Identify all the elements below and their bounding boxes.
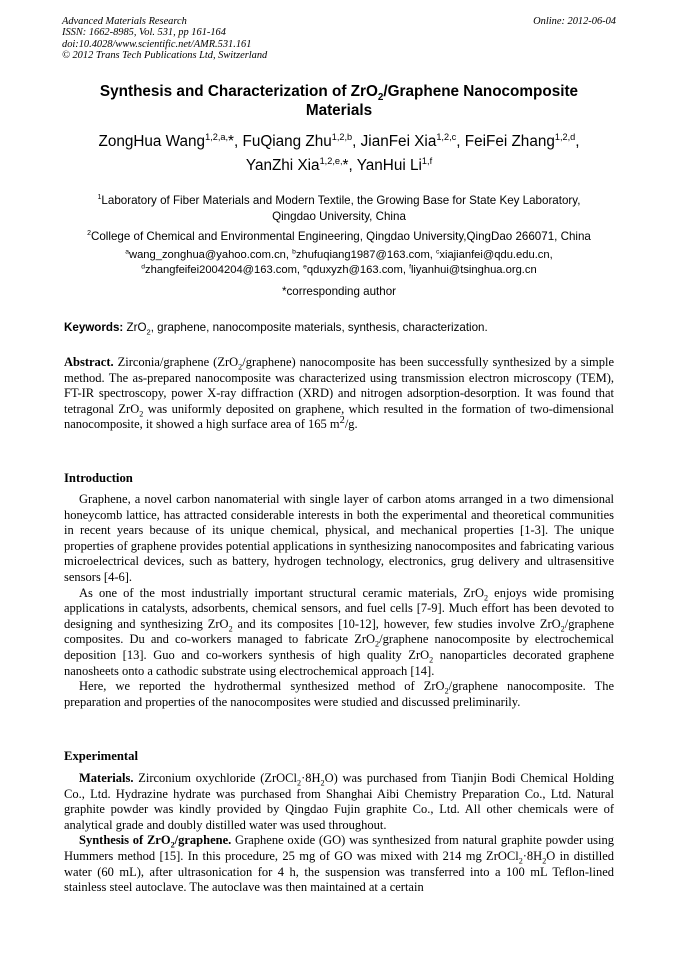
corresponding-author-note: *corresponding author (281, 285, 397, 298)
author-emails: $^a$wang_zonghua@yahoo.com.cn, $^b$zhufuqiang1987@163.com, $^c$xiajianfei@qdu.edu.cn, $^d$zhangfeifei2004204@163.com, $^e$qduxyzh@163.com, $^f$liyanhui@tsinghua.org.cn (125, 248, 553, 276)
author-name: YanHui Li (356, 157, 422, 174)
abstract: Abstract. Zirconia/graphene (ZrO$_2$/graphene) nanocomposite has been successfully synthesized by a simple method. The as-prepared nanocomposite was characterized using transmission electron microscopy (TEM), FT-IR spectroscopy, power X-ray diffraction (XRD) and nitrogen adsorption-desorption. It was found that tetragonal ZrO$_2$ was uniformly deposited on graphene, which resulted in the formation of two-dimensional nanocomposite, it showed a high surface area of 165 $m^2/g$. (64, 355, 614, 432)
author-name: JianFei Xia (360, 133, 437, 150)
email-a: wang_zonghua@yahoo.com.cn, (129, 249, 290, 261)
journal-name: Advanced Materials Research (62, 16, 187, 27)
intro-paragraph-2: As one of the most industrially important structural ceramic materials, ZrO$_2$ enjoys wide promising applications in catalysts, adsorbents, chemical sensors, and fuel cells [7-9]. Much effort has been devoted to designing and synthesizing ZrO$_2$ and its composites [10-12], however, few studies involve ZrO$_2$/graphene composites. Du and co-workers managed to fabricate ZrO$_2$/graphene nanocomposite by electrochemical deposition [13]. Guo and co-workers synthesis of high quality ZrO$_2$ nanoparticles decorated graphene nanosheets onto a cathodic substrate using electrochemical approach [14]. (64, 585, 614, 678)
email-b: zhufuqiang1987@163.com, (295, 249, 433, 261)
email-d: zhangfeifei2004204@163.com, (145, 263, 301, 276)
author-name: YanZhi Xia (245, 157, 320, 174)
paper-title: Synthesis and Characterization of ZrO$_2$/Graphene Nanocomposite Materials (99, 83, 579, 119)
online-date: Online: 2012-06-04 (533, 16, 616, 27)
introduction-body (64, 492, 614, 710)
experimental-heading: Experimental (64, 749, 139, 763)
author-name: FeiFei Zhang (464, 133, 555, 150)
author-name: ZongHua Wang (98, 133, 206, 150)
keywords: Keywords: ZrO$_2$, graphene, nanocomposite materials, synthesis, characterization. (64, 321, 488, 337)
synthesis-label: Synthesis of ZrO$_2$/graphene. (79, 833, 232, 850)
intro-paragraph-3: Here, we reported the hydrothermal synthesized method of ZrO$_2$/graphene nanocomposite. The preparation and properties of the nanocomposites were studied and discussed preliminarily. (64, 679, 614, 709)
intro-paragraph-1: Graphene, a novel carbon nanomaterial with single layer of carbon atoms arranged in a two dimensional honeycomb lattice, has attracted considerable interests in both the experimental and theoretical communities in recent years because of its unique chemical, physical, and mechanical properties [1-3]. The unique properties of graphene provides potential applications in synthesizing nanocomposites and fabricating various microelectrical devices, such as battery, hydrogen technology, electronics, grug delivery and ultrasensitive sensors [4-6]. (64, 492, 614, 584)
experimental-body (64, 771, 614, 896)
materials-paragraph: Materials. Zirconium oxychloride $(ZrOCl_2\cdot 8H_2O)$ was purchased from Tianjin Bodi Chemical Holding Co., Ltd. Hydrazine hydrate was purchased from Shanghai Aibi Chemistry Preparation Co., Ltd. Natural graphite powder was kindly provided by Qingdao Fujin graphite Co., Ltd. All other chemicals were of analytical grade and doubly distilled water was used throughout. (64, 771, 614, 832)
affiliation-1: $^1$Laboratory of Fiber Materials and Modern Textile, the Growing Base for State Key Laboratory, Qingdao University, China (97, 194, 581, 223)
email-e: qduxyzh@163.com, (306, 263, 406, 276)
affiliation-2: $^2$College of Chemical and Environmental Engineering, Qingdao University,QingDao 266071, China (87, 230, 591, 243)
abstract-label: Abstract. (64, 355, 114, 369)
materials-label: Materials. (79, 771, 134, 785)
author-name: FuQiang Zhu (242, 133, 332, 150)
journal-copyright: © 2012 Trans Tech Publications Ltd, Switzerland (62, 50, 268, 62)
journal-doi: doi:10.4028/www.scientific.net/AMR.531.161 (62, 38, 252, 50)
author-list: ZongHua Wang$^{1,2,a,}$*, FuQiang Zhu$^{1,2,b}$, JianFei Xia$^{1,2,c}$, FeiFei Zhang$^{1,2,d}$, YanZhi Xia$^{1,2,e,}$*, YanHui Li$^{1,f}$ (98, 131, 580, 174)
journal-header (62, 16, 267, 62)
email-c: xiajianfei@qdu.edu.cn, (439, 249, 553, 261)
email-f: liyanhui@tsinghua.org.cn (410, 263, 537, 276)
journal-issn: ISSN: 1662-8985, Vol. 531, pp 161-164 (62, 27, 226, 39)
keywords-label: Keywords: (64, 321, 124, 334)
introduction-heading: Introduction (64, 471, 133, 485)
synthesis-paragraph: Synthesis of ZrO$_2$/graphene. Graphene oxide (GO) was synthesized from natural graphite powder using Hummers method [15]. In this procedure, 25 mg of GO was mixed with 214 mg $ZrOCl_2\cdot 8H_2O$ in distilled water (60 mL), after ultrasonication for 4 h, the suspension was transferred into a 100 mL Teflon-lined stainless steel autoclave. The autoclave was then maintained at a certain (64, 833, 614, 895)
